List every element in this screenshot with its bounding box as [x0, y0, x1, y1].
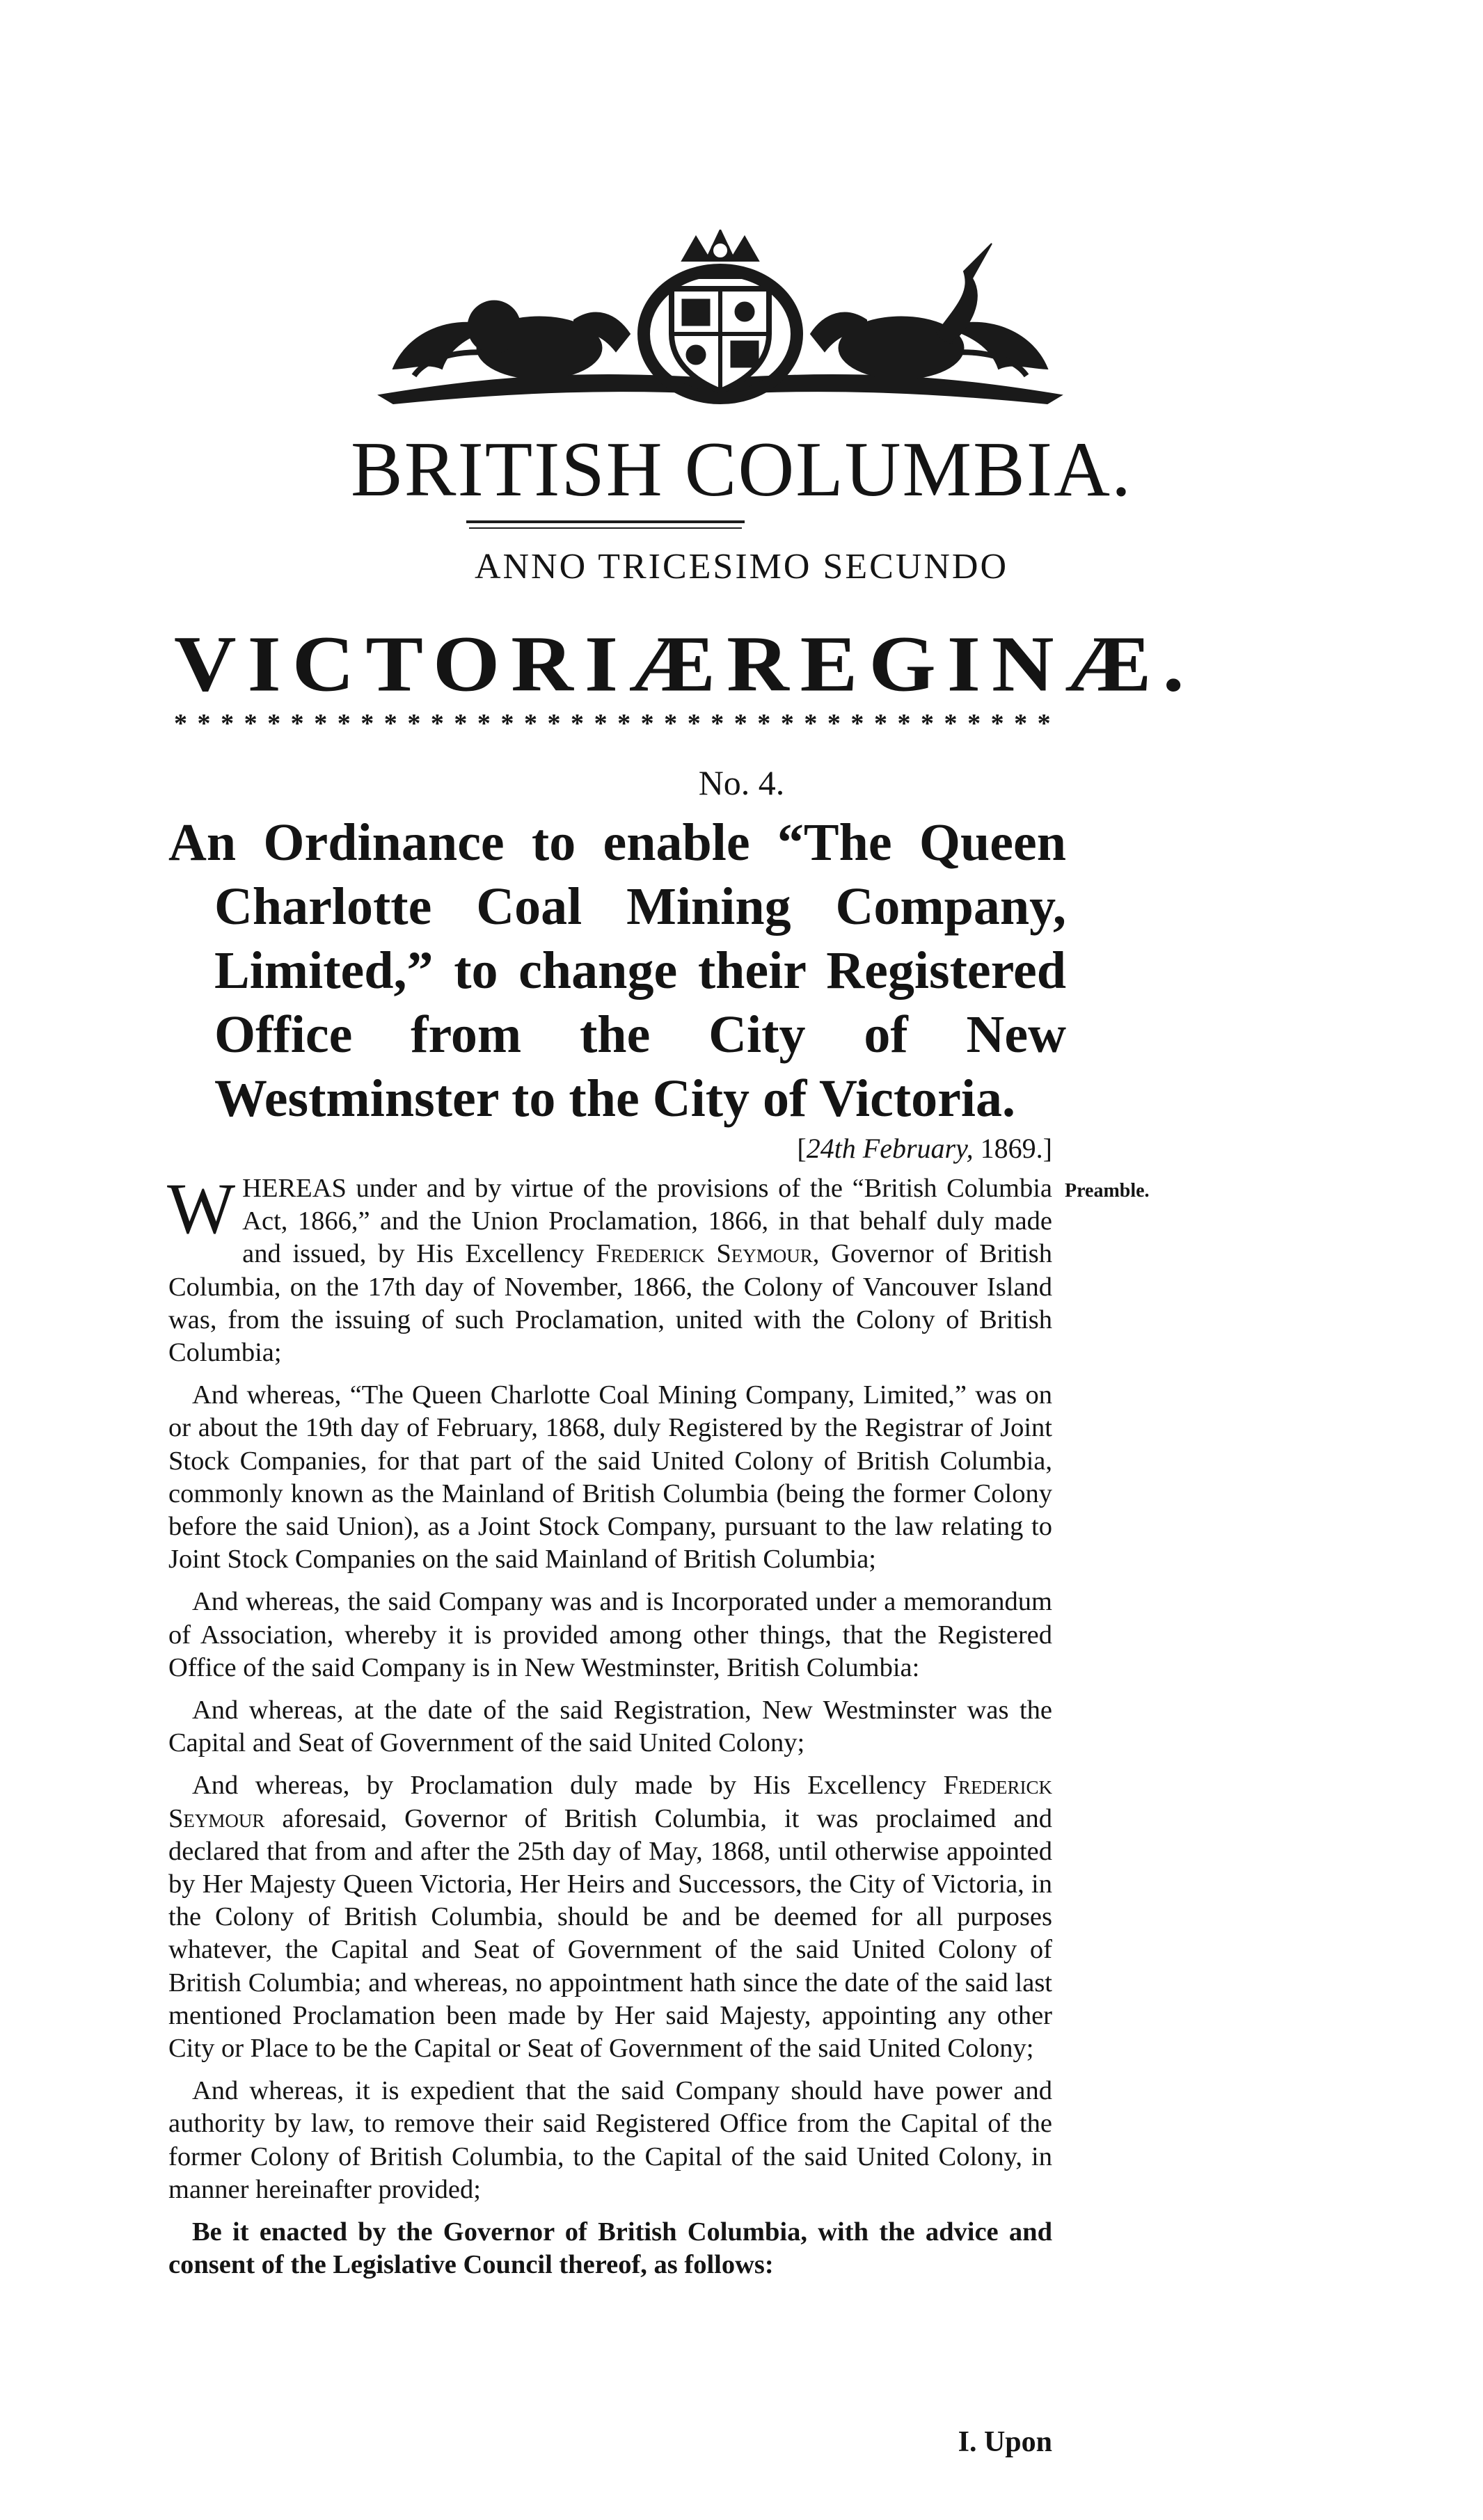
enacting-clause: Be it enacted by the Governor of British Columbia, with the advice and consent of the Legislative Council thereof, as follows:	[168, 2217, 1052, 2280]
asterisk-ornament: *	[477, 709, 491, 738]
asterisk-ornament: *	[360, 709, 374, 738]
asterisk-ornament: *	[267, 709, 281, 738]
asterisk-ornament: *	[571, 709, 585, 738]
asterisk-ornament: *	[407, 709, 421, 738]
title-rule-bottom	[469, 527, 742, 529]
asterisk-ornament: *	[664, 709, 678, 738]
ordinance-body	[167, 1169, 1052, 2292]
asterisk-divider	[174, 703, 1051, 744]
asterisk-ornament: *	[827, 709, 841, 738]
regnal-heading	[174, 620, 1196, 710]
date-close: 1869.]	[973, 1133, 1052, 1164]
asterisk-ornament: *	[244, 709, 257, 738]
title-rule-top	[466, 520, 745, 523]
asterisk-ornament: *	[594, 709, 608, 738]
asterisk-ornament: *	[1037, 709, 1051, 738]
asterisk-ornament: *	[757, 709, 771, 738]
asterisk-ornament: *	[454, 709, 468, 738]
asterisk-ornament: *	[804, 709, 818, 738]
margin-note-preamble: Preamble.	[1065, 1180, 1150, 1202]
ordinance-heading: An Ordinance to enable “The Queen Charlotte Coal Mining Company, Limited,” to change their Registered Office from the City of New Westminster to the City of Victoria.	[168, 813, 1066, 1128]
asterisk-ornament: *	[850, 709, 864, 738]
asterisk-ornament: *	[873, 709, 887, 738]
asterisk-ornament: *	[290, 709, 304, 738]
asterisk-ornament: *	[967, 709, 981, 738]
asterisk-ornament: *	[523, 709, 537, 738]
paragraph-4: And whereas, at the date of the said Registration, New Westminster was the Capital and Seat of Government of the said United Colony;	[168, 1696, 1052, 1758]
catchword: I. Upon	[958, 2426, 1052, 2458]
governor-name: Frederick Seymour	[596, 1239, 813, 1269]
asterisk-ornament: *	[640, 709, 654, 738]
ordinance-number: No. 4.	[698, 763, 785, 802]
asterisk-ornament: *	[337, 709, 351, 738]
regnal-heading-right: REGINÆ.	[727, 620, 1196, 708]
document-title: BRITISH COLUMBIA.	[351, 426, 1132, 513]
paragraph-2: And whereas, “The Queen Charlotte Coal Mining Company, Limited,” was on or about the 19th day of February, 1868, duly Registered by the Registrar of Joint Stock Companies, for that part of the said United Colony of British Columbia, commonly known as the Mainland of British Columbia (being the former Colony before the said Union), as a Joint Stock Company, pursuant to the law relating to Joint Stock Companies on the said Mainland of British Columbia;	[168, 1380, 1052, 1574]
asterisk-ornament: *	[314, 709, 328, 738]
date-open: [	[797, 1133, 807, 1164]
asterisk-ornament: *	[944, 709, 958, 738]
asterisk-ornament: *	[174, 709, 187, 738]
paragraph-5-text-b: aforesaid, Governor of British Columbia, it was proclaimed and declared that from and after the 25th day of May, 1868, until otherwise appointed by Her Majesty Queen Victoria, Her Heirs and Successors, the City of Victoria, in the Colony of British Columbia, should be and be deemed for all purposes whatever, the Capital and Seat of Government of the said United Colony of British Columbia; and whereas, no appointment hath since the date of the said last mentioned Proclamation been made by Her said Majesty, appointing any other City or Place to be the Capital or Seat of Government of the said United Colony;	[168, 1803, 1052, 2064]
asterisk-ornament: *	[711, 709, 724, 738]
paragraph-1-text-b: , Governor of British Columbia, on the 17th day of November, 1866, the Colony of Vancouver Island was, from the issuing of such Proclamation, united with the Colony of British Columbia;	[168, 1239, 1052, 1368]
paragraph-5-text-a: And whereas, by Proclamation duly made by His Excellency	[192, 1771, 944, 1801]
paragraph-3: And whereas, the said Company was and is Incorporated under a memorandum of Association, whereby it is provided among other things, that the Registered Office of the said Company is in New Westminster, British Columbia:	[168, 1587, 1052, 1682]
paragraph-1	[167, 1169, 1052, 1369]
paragraph-5	[168, 1769, 1052, 2065]
asterisk-ornament: *	[617, 709, 631, 738]
paragraph-6: And whereas, it is expedient that the said Company should have power and authority by law, to remove their said Registered Office from the Capital of the former Colony of British Columbia, to the Capital of the said United Colony, in manner hereinafter provided;	[168, 2076, 1052, 2204]
asterisk-ornament: *	[733, 709, 747, 738]
governor-name: Frederick Seymour	[168, 1771, 1052, 1833]
regnal-heading-left: VICTORIÆ	[174, 620, 727, 708]
date-italic: 24th February,	[806, 1133, 974, 1164]
royal-coat-of-arms-icon	[365, 230, 1075, 410]
asterisk-ornament: *	[383, 709, 397, 738]
asterisk-ornament: *	[921, 709, 934, 738]
asterisk-ornament: *	[897, 709, 911, 738]
asterisk-ornament: *	[547, 709, 561, 738]
asterisk-ornament: *	[990, 709, 1004, 738]
asterisk-ornament: *	[1014, 709, 1028, 738]
drop-cap: W	[167, 1169, 236, 1249]
asterisk-ornament: *	[500, 709, 514, 738]
asterisk-ornament: *	[430, 709, 444, 738]
ordinance-date	[626, 1131, 1052, 1167]
asterisk-ornament: *	[197, 709, 211, 738]
asterisk-ornament: *	[221, 709, 235, 738]
regnal-year-line: ANNO TRICESIMO SECUNDO	[474, 547, 1009, 587]
paragraph-1-text-a: HEREAS under and by virtue of the provisions of the “British Columbia Act, 1866,” and the Union Proclamation, 1866, in that behalf duly made and issued, by His Excellency	[242, 1174, 1052, 1269]
asterisk-ornament: *	[687, 709, 701, 738]
asterisk-ornament: *	[780, 709, 794, 738]
